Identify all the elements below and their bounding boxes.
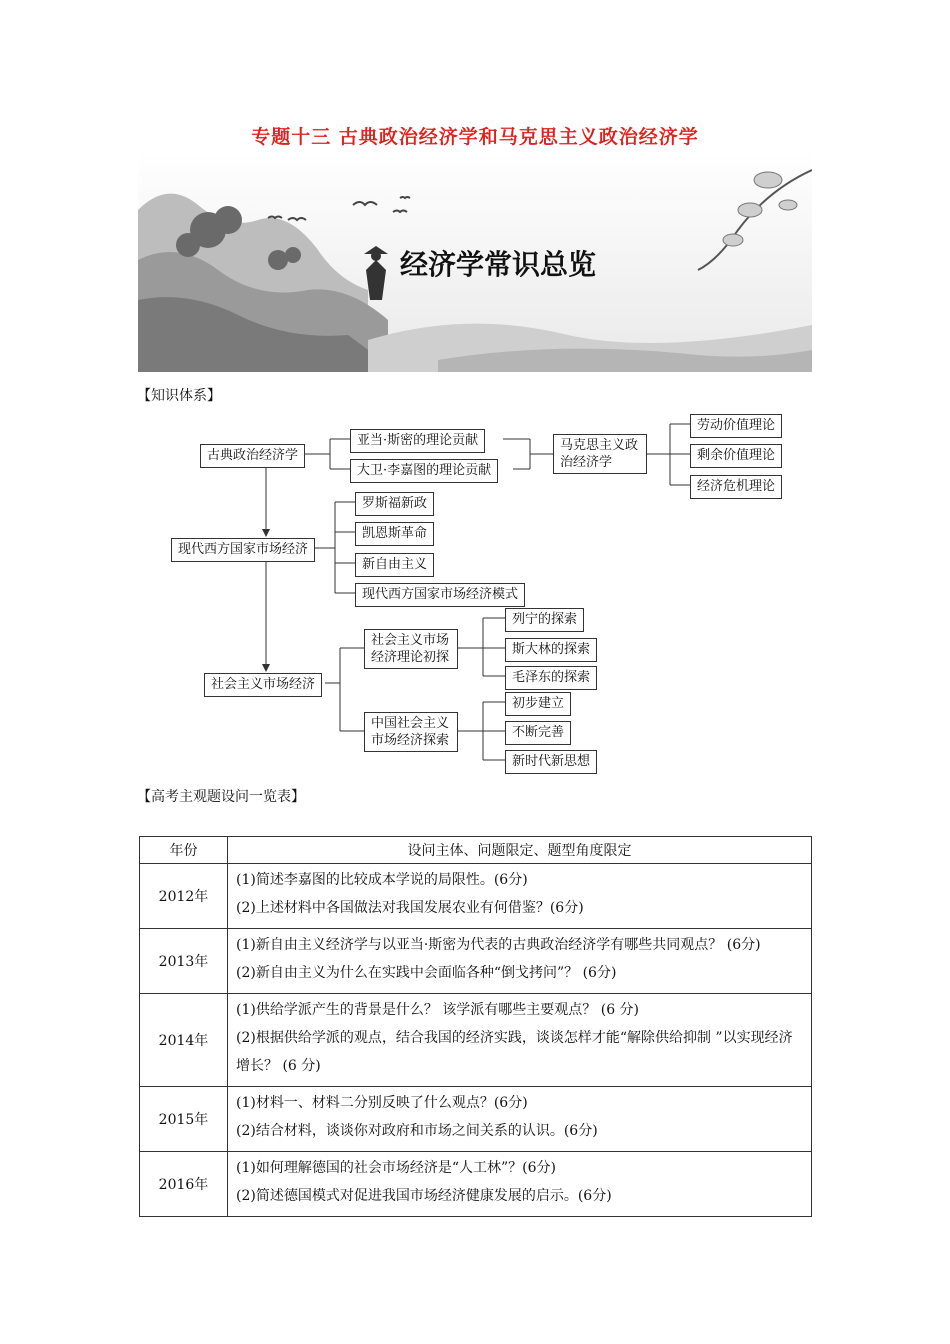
node-lenin: 列宁的探索 (505, 608, 584, 632)
banner-heading: 经济学常识总览 (400, 248, 597, 281)
row-year: 2015年 (140, 1087, 228, 1152)
node-initial-establish: 初步建立 (505, 692, 571, 716)
row-questions (228, 1087, 812, 1152)
knowledge-section-label: 【知识体系】 (137, 388, 221, 404)
question-item: (2)结合材料，谈谈你对政府和市场之间关系的认识。(6分) (236, 1123, 598, 1139)
row-questions (228, 994, 812, 1087)
node-neoliberalism: 新自由主义 (355, 553, 434, 577)
node-continuous-improve: 不断完善 (505, 721, 571, 745)
table-row (140, 994, 812, 1087)
table-row (140, 1152, 812, 1217)
node-new-era: 新时代新思想 (505, 750, 597, 774)
node-adam-smith: 亚当·斯密的理论贡献 (350, 429, 485, 453)
table-header-row (140, 837, 812, 864)
node-theory-exploration: 社会主义市场经济理论初探 (364, 629, 458, 669)
node-keynes: 凯恩斯革命 (355, 522, 434, 546)
exam-section-label: 【高考主观题设问一览表】 (137, 789, 305, 805)
question-item: (1)供给学派产生的背景是什么？ 该学派有哪些主要观点？ (6 分) (236, 1002, 640, 1018)
node-labor-value: 劳动价值理论 (690, 414, 782, 438)
question-item: (2)上述材料中各国做法对我国发展农业有何借鉴？(6分) (236, 900, 584, 916)
page-title: 专题十三 古典政治经济学和马克思主义政治经济学 (251, 126, 699, 148)
table-row (140, 864, 812, 929)
question-item: (1)材料一、材料二分别反映了什么观点？(6分) (236, 1095, 528, 1111)
exam-question-table (139, 836, 812, 1217)
question-item: (1)简述李嘉图的比较成本学说的局限性。(6分) (236, 872, 528, 888)
question-item: (1)新自由主义经济学与以亚当·斯密为代表的古典政治经济学有哪些共同观点？ (6分) (236, 937, 761, 953)
header-year: 年份 (140, 837, 228, 864)
table-row (140, 1087, 812, 1152)
row-questions (228, 1152, 812, 1217)
row-questions (228, 864, 812, 929)
table-row (140, 929, 812, 994)
node-surplus-value: 剩余价值理论 (690, 444, 782, 468)
question-item: (1)如何理解德国的社会市场经济是“人工林”？(6分) (236, 1160, 556, 1176)
node-stalin: 斯大林的探索 (505, 638, 597, 662)
question-item: (2)根据供给学派的观点，结合我国的经济实践，谈谈怎样才能“解除供给抑制 ”以实现经济增长？ (6 分) (236, 1030, 793, 1074)
node-new-deal: 罗斯福新政 (355, 492, 434, 516)
node-mao: 毛泽东的探索 (505, 666, 597, 690)
row-questions (228, 929, 812, 994)
node-western-model: 现代西方国家市场经济模式 (355, 583, 525, 607)
header-question: 设问主体、问题限定、题型角度限定 (228, 837, 812, 864)
row-year: 2012年 (140, 864, 228, 929)
node-socialist-market: 社会主义市场经济 (204, 673, 322, 697)
node-marxist-economics: 马克思主义政治经济学 (553, 434, 647, 474)
node-classical-economics: 古典政治经济学 (200, 444, 305, 468)
question-item: (2)简述德国模式对促进我国市场经济健康发展的启示。(6分) (236, 1188, 612, 1204)
question-item: (2)新自由主义为什么在实践中会面临各种“倒戈拷问”？ (6分) (236, 965, 617, 981)
node-china-exploration: 中国社会主义市场经济探索 (364, 712, 458, 752)
node-modern-western: 现代西方国家市场经济 (171, 538, 315, 562)
row-year: 2016年 (140, 1152, 228, 1217)
node-ricardo: 大卫·李嘉图的理论贡献 (350, 459, 498, 483)
row-year: 2014年 (140, 994, 228, 1087)
row-year: 2013年 (140, 929, 228, 994)
node-crisis-theory: 经济危机理论 (690, 475, 782, 499)
